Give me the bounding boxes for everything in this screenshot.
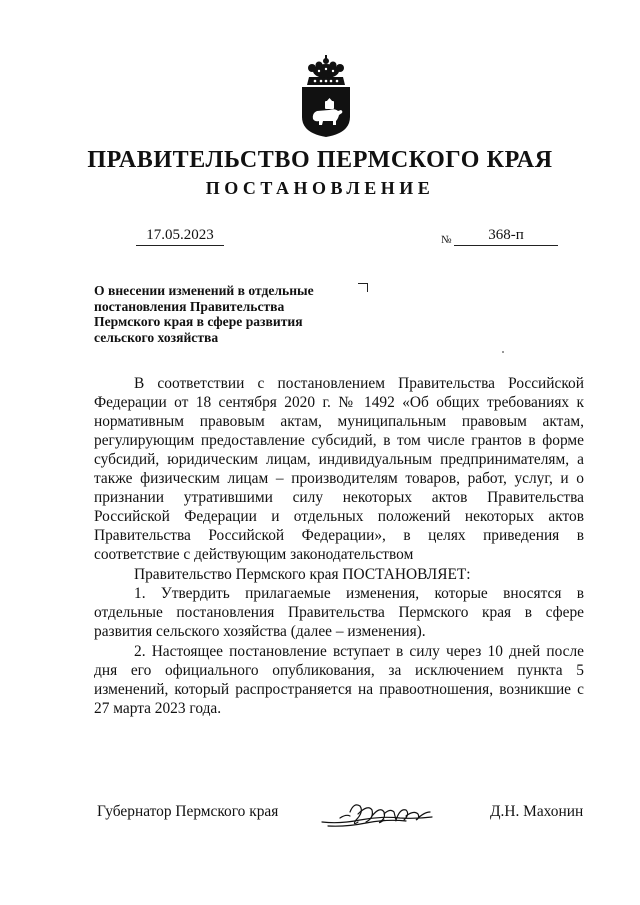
signatory-name: Д.Н. Махонин [490, 803, 584, 820]
document-body [94, 374, 584, 718]
document-type: ПОСТАНОВЛЕНИЕ [205, 178, 435, 198]
body-paragraph-item-2: 2. Настоящее постановление вступает в силу через 10 дней после дня его официального опубликования, за исключением пункта 5 изменений, который распространяется на правоотношения, возникшие с 27 марта 2023 года. [94, 643, 584, 717]
subject-line: Пермского края в сфере развития [94, 314, 303, 329]
body-paragraph-resolves: Правительство Пермского края ПОСТАНОВЛЯЕТ: [134, 566, 471, 583]
signatory-title: Губернатор Пермского края [97, 803, 279, 820]
body-paragraph-item-1: 1. Утвердить прилагаемые изменения, которые вносятся в отдельные постановления Правительства Пермского края в сфере развития сельского хозяйства (далее – изменения). [94, 585, 584, 640]
handwritten-signature-icon [320, 800, 436, 830]
document-number: 368-п [454, 225, 558, 246]
subject-line: О внесении изменений в отдельные [94, 283, 314, 298]
scan-dot [502, 351, 504, 353]
coat-of-arms-icon [299, 55, 353, 137]
government-title: ПРАВИТЕЛЬСТВО ПЕРМСКОГО КРАЯ [87, 147, 553, 173]
number-label: № [441, 234, 452, 246]
subject-line: сельского хозяйства [94, 329, 219, 345]
document-subject [94, 283, 364, 345]
document-date: 17.05.2023 [136, 225, 224, 246]
subject-line: постановления Правительства [94, 298, 285, 314]
body-paragraph-preamble: В соответствии с постановлением Правительства Российской Федерации от 18 сентября 2020 г. № 1492 «Об общих требованиях к нормативным правовым актам, муниципальным правовым актам, регулирующим предоставление субсидий, в том числе грантов в форме субсидий, юридическим лицам, индивидуальным предпринимателям, а также физическим лицам – производителям товаров, работ, услуг, и о признании утратившими силу некоторых актов Правительства Российской Федерации и отдельных положений некоторых актов Правительства Российской Федерации», в целях приведения в соответствие с действующим законодательством [94, 375, 584, 563]
